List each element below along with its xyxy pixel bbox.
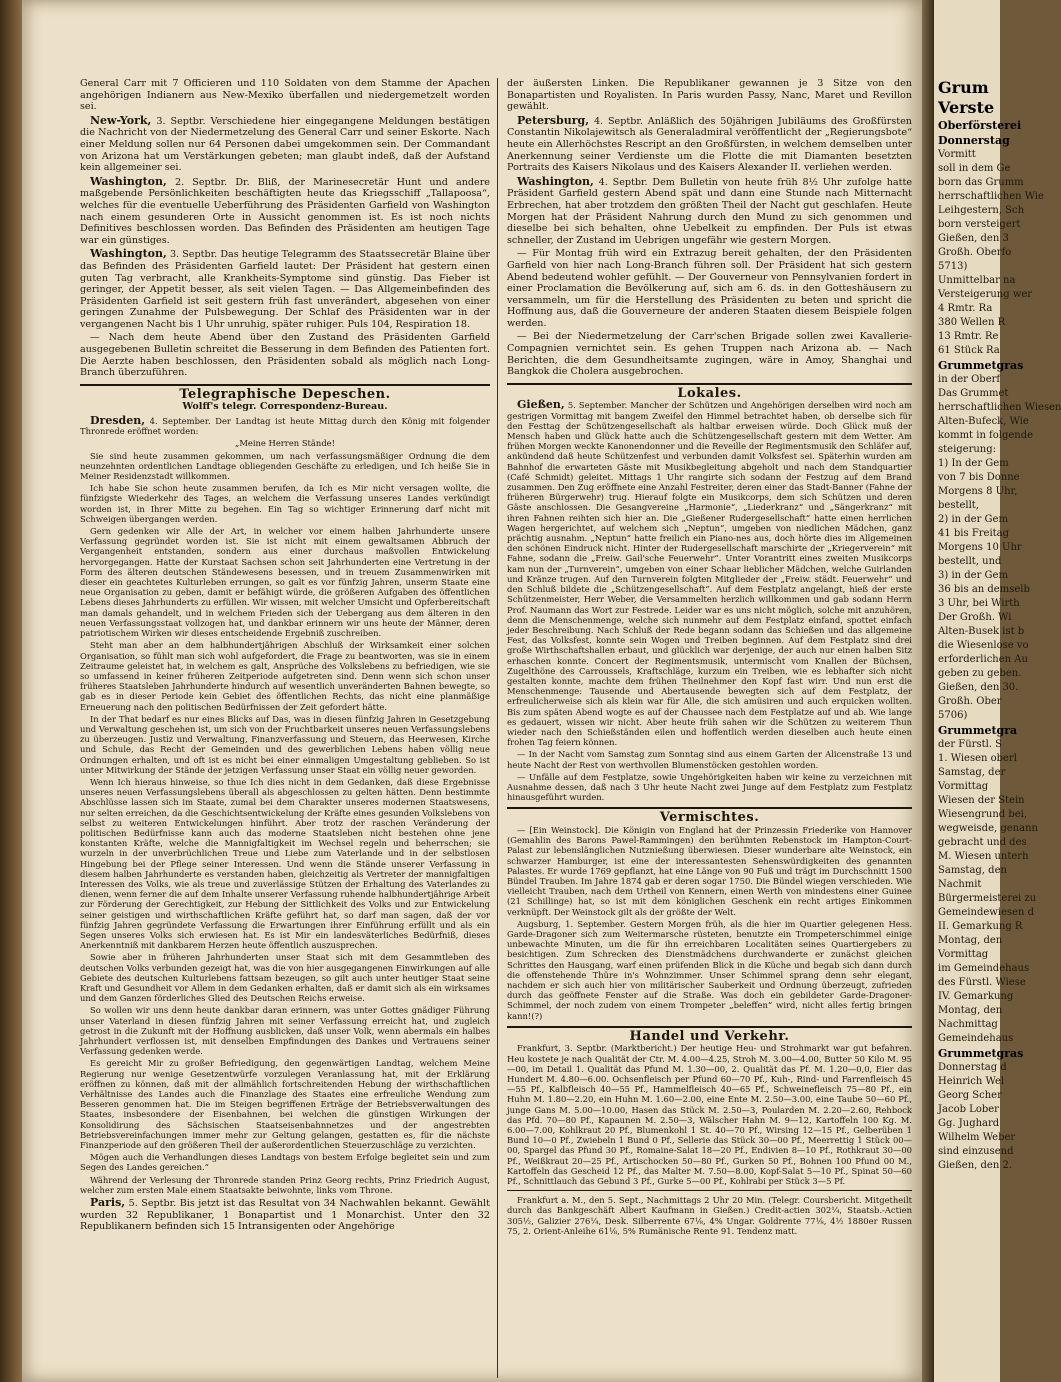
- adjacent-page-line: geben zu geben.: [938, 668, 1022, 679]
- dateline-new-york: New-York,: [90, 113, 152, 127]
- adjacent-page-line: von 7 bis Donne: [938, 472, 1020, 483]
- adjacent-page-line: im Gemeindehaus: [938, 963, 1030, 974]
- adjacent-page-line: steigerung:: [938, 444, 997, 455]
- article-giessen: Gießen, 5. September. Mancher der Schützen und Angehörigen derselben wird noch am gestrigen Vormittag mit bangem Zweifel den Himmel betrachtet haben, ob derselbe sich für den Festtag der Schützengesellschaft als haltbar erweisen würde. Doch Glück muß der Mensch haben und Glück hatte auch die Schützengesellschaft gestern mit dem Wetter. Am frühen Morgen weckte Kanonendonner und die Reveille der Regimentsmusik den Schläfer auf, ankündend daß heute Schützenfest und verbunden damit Volksfest sei. Späterhin wurden am Bahnhof die erwarteten Gäste mit Musikbegleitung abgeholt und nach dem Standquartier (Café Schmidt) geleitet. Mittags 1 Uhr rangirte sich sodann der Festzug auf dem Brand zusammen. Den Zug eröffnete eine Anzahl Festreiter, deren einer das Stadt-Banner (Fahne der früheren Bürgerwehr) trug. Hierauf folgte ein Musikcorps, dem sich Schützen und deren Gäste anschlossen. Die Gesangvereine „Harmonie“, „Liederkranz“ und „Sängerkranz“ mit ihren Fahnen reihten sich hier an. Die „Gießener Rudergesellschaft“ hatte einen herrlichen Wagen hergerichtet, auf welchem sich „Neptun“, umgeben von niedlichen Mädchen, ganz prächtig ausnahm. „Neptun“ hatte freilich ein Piano-nes aus, doch hörte dies im Allgemeinen den schönen Eindruck nicht. Hinter der Rudergesellschaft marschirte der „Kriegerverein“ mit Fahne, sodann die „Freiw. Gail'sche Feuerwehr“. Unter Vorantritt eines zweiten Musikcorps kam nun der „Turnverein“, umgeben von einer Schaar lieblicher Mädchen, welche Guirlanden und Kränze trugen. Auf den Turnverein folgten Mitglieder der „Freiw. städt. Feuerwehr“ und den Schluß bildete die „Schützengesellschaft“. Auf dem Festplatz angelangt, hieß der erste Schützenmeister, Herr Weber, die Versammelten herzlich willkommen und gab sodann Herrn Prof. Naumann das Wort zur Festrede. Leider war es uns nicht möglich, solche mit anzuhören, denn die Menschenmenge, welche sich nunmehr auf dem Festplatz einfand, spottet einfach jeder Beschreibung. Nach Schluß der Rede begann sodann das Schießen und das allgemeine Fest, das Volksfest, konnte sein Wogen und Treiben beginnen. Auf dem Festplatz sind drei große Wirthschaftshallen erbaut, und glücklich war derjenige, der auch nur einen halben Sitz erhaschen konnte. Concert der Regimentsmusik, untermischt vom Knallen der Büchsen, Zugelthöne des Carroussels, Kraftschläge, kurzum ein Treiben, wie es lebhafter sich nicht gestalten konnte, machte dem frühen Theilnehmer den Kopf fast wirr. Und nun erst die Menschenmenge: Tausende und Abertausende bewegten sich auf dem Festplatz, der erfreulicherweise sich als klein war für Alle, die sich amüsiren und auch erquicken wollten. Bis zum späten Abend wogte es auf der Chaussee nach dem Festplatze auf und ab. Wie lange es gedauert, wissen wir nicht. Aber heute früh sahen wir die Schützen zu weiterem Thun wieder nach den Schießständen eilen und hoffentlich werden dieselben auch heute einen frohen Tag feiern können.: [507, 398, 912, 748]
- speech-paragraph: So wollen wir uns denn heute dankbar daran erinnern, was unter Gottes gnädiger Führung unser Vaterland in diesen fünfzig Jahren mit seiner Verfassung erreicht hat, und zugleich getrost in die Zukunft mit der Hoffnung ausblicken, daß unser Volk, wenn abermals ein halbes Jahrhundert verflossen ist, mit denselben Empfindungen des Dankes und Vertrauens seiner Verfassung gedenken werde.: [80, 1005, 490, 1057]
- adjacent-page-line: M. Wiesen unterh: [938, 851, 1029, 862]
- adjacent-page-line: Versteigerung wer: [938, 289, 1033, 300]
- adjacent-page-line: Verste: [938, 98, 995, 117]
- adjacent-page-line: 41 bis Freitag: [938, 528, 1010, 539]
- dateline-washington: Washington,: [90, 174, 167, 188]
- adjacent-page-text: [934, 0, 1061, 1173]
- adjacent-page-line: Jacob Lober: [938, 1104, 999, 1115]
- article-washington-3-more: — Bei der Niedermetzelung der Carr'schen Brigade sollen zwei Kavallerie-Compagnien vernichtet sein. Es gehen Truppen nach Arizona ab. — Nach Berichten, die dem Gesundheitsamte zugingen, wäre in Amoy, Shanghai und Bangkok die Cholera ausgebrochen.: [507, 331, 912, 378]
- adjacent-page-line: Nachmittag: [938, 1019, 998, 1030]
- adjacent-page-line: 5713): [938, 261, 968, 272]
- adjacent-page-line: Das Grummet: [938, 388, 1009, 399]
- stock-report: Frankfurt a. M., den 5. Sept., Nachmittags 2 Uhr 20 Min. (Telegr. Coursbericht. Mitgetheilt durch das Bankgeschäft Albert Kaufmann in Gießen.) Credit-actien 302¼, Staatsb.-Actien 305½, Galizier 276¼, Desk. Silberrente 67⅛, 4% Ungar. Goldrente 77⅛, 4½ 1880er Russen 75, 2. Orient-Anleihe 61⅛, 5% Rumänische Rente 91. Tendenz matt.: [507, 1195, 912, 1236]
- adjacent-page: [934, 0, 1061, 1382]
- speech-salutation: „Meine Herren Stände!: [234, 438, 335, 449]
- adjacent-page-line: kommt in folgende: [938, 430, 1034, 441]
- right-column: [507, 78, 912, 1378]
- adjacent-page-line: Vormitt: [938, 149, 976, 160]
- adjacent-page-line: II. Gemarkung R: [938, 921, 1023, 932]
- local-note: — In der Nacht vom Samstag zum Sonntag sind aus einem Garten der Alicenstraße 13 und heute Nacht der Rest von werthvollen Blumenstöcken gestohlen worden.: [507, 749, 912, 770]
- rule: [507, 1190, 912, 1191]
- adjacent-page-line: Bürgermeisterei zu: [938, 893, 1037, 904]
- adjacent-page-line: herrschaftlichen Wie: [938, 191, 1044, 202]
- adjacent-page-line: Leihgestern, Sch: [938, 205, 1025, 216]
- adjacent-page-line: Grummetgra: [938, 724, 1018, 737]
- speech-paragraph: Wenn Ich hieraus hinweise, so thue Ich dies nicht in dem Gedanken, daß diese Ergebnisse unseres neuen Verfassungslebens überall als abgeschlossen zu gelten hätten. Denn bestimmte Abschlüsse lassen sich im Staate, zumal bei dem Charakter unseres modernen Staatswesens, nur selten erreichen, da die Geschichtsentwickelung der Kräfte eines gesunden Volkslebens von selbst zu weiteren Entwickelungen hinführt. Aber trotz der raschen Veränderung der politischen Bedürfnisse kann auch das moderne Staatsleben nicht bestehen ohne jene konstanten Kräfte, welche die Mannigfaltigkeit im Wechsel regeln und beherrschen; sie wurzeln in der unverbrüchlichen Treue und Liebe zum Vaterlande und in der selbstlosen Hingebung bei der Pflege seiner Interessen. Und wenn die Stände unserer Verfassung in diesem halben Jahrhunderte es verstanden haben, gleichzeitig als Vertreter der mannigfaltigen Interessen des Volks, wie als treue und zuverlässige Stützen der Erhaltung des Vaterlandes zu dienen, wenn ferner die auf dem Inhalte unserer Verfassung ruhende halbhundertjährige Arbeit zur Förderung der Gerechtigkeit, zur Hebung der Sittlichkeit des Volks und zur Entwickelung seiner geistigen und wirthschaftlichen Kräfte geführt hat, so darf man sagen, daß der vor fünfzig Jahren gegründete Verfassung die Erwartungen ihrer Einführung erfüllt und als ein Segen unseres Volks sich erwiesen hat. Es ist Mir ein landesväterliches Bedürfniß, dieses Anerkenntniß mit dankbarem Herzen heute öffentlich auszusprechen.: [80, 776, 490, 951]
- local-note: — Unfälle auf dem Festplatze, sowie Ungehörigkeiten haben wir keine zu verzeichnen mit Ausnahme dessen, daß nach 3 Uhr heute Nacht zwei Junge auf dem Festplatz zum Festplatz hinausgeführt wurden.: [507, 771, 912, 803]
- adjacent-page-line: 4 Rmtr. Ra: [938, 303, 993, 314]
- handel-block: [507, 1043, 912, 1236]
- adjacent-page-line: Alten-Bufeck, Wie: [938, 416, 1029, 427]
- adjacent-page-line: Grummetgras: [938, 359, 1024, 372]
- adjacent-page-line: Grummetgras: [938, 1047, 1024, 1060]
- article-augsburg: Augsburg, 1. September. Gestern Morgen früh, als die hier im Quartier gelegenen Hess. Garde-Dragoner sich zum Weitermarsche rüsteten, benutzte ein Trompeterschimmel einige unbewachte Minuten, um die für ihn erreichbaren Localitäten seines Quartiergebers zu besichtigen. Zum Schrecken des Dienstmädchens durchwanderte er zunächst gleichen Schrittes den Hausgang, warf einen prüfenden Blick in die Küche und begab sich dann durch die offenstehende Thüre in's Wohnzimmer. Unser Schimmel sprang denn sehr elegant, nachdem er sich auch hier von militärischer Sauberkeit und Ordnung überzeugt, zufrieden durch das geöffnete Fenster auf die Straße. Was doch ein gebildeter Garde-Dragoner-Schimmel, der noch zudem von einem Trompeter „beleffen“ wird, nicht alles fertig bringen kann!(?): [507, 918, 912, 1021]
- adjacent-page-line: 61 Stück Ra: [938, 345, 1000, 356]
- article-dresden: Dresden, 4. September. Der Landtag ist heute Mittag durch den König mit folgender Thronrede eröffnet worden:: [80, 414, 490, 437]
- adjacent-page-line: Montag, den: [938, 935, 1003, 946]
- adjacent-page-line: in der Oberf: [938, 374, 1001, 385]
- adjacent-page-line: Gießen, den 3: [938, 233, 1009, 244]
- dresden-speech-block: [80, 416, 490, 1195]
- section-heading-handel: Handel und Verkehr.: [507, 1026, 912, 1043]
- speech-paragraph: Sie sind heute zusammen gekommen, um nach verfassungsmäßiger Ordnung die dem neunzehnten ordentlichen Landtage obliegenden Geschäfte zu erledigen, und Ich heiße Sie in Meiner Residenzstadt willkommen.: [80, 450, 490, 482]
- article-intro: General Carr mit 7 Officieren und 110 Soldaten von dem Stamme der Apachen angehörigen Indianern aus New-Mexiko überfallen und niedergemetzelt worden sei.: [80, 78, 490, 113]
- adjacent-page-line: Wilhelm Weber: [938, 1132, 1016, 1143]
- adjacent-page-line: erforderlichen Au: [938, 654, 1028, 665]
- adjacent-page-line: 3 Uhr, bei Wirth: [938, 598, 1020, 609]
- adjacent-page-line: sind einzusend: [938, 1146, 1014, 1157]
- section-heading-vermischtes: Vermischtes.: [507, 807, 912, 824]
- adjacent-page-line: gebracht und des: [938, 837, 1027, 848]
- dateline-petersburg: Petersburg,: [517, 113, 590, 127]
- book-binding: [0, 0, 22, 1382]
- adjacent-page-line: Großh. Oberfo: [938, 247, 1012, 258]
- adjacent-page-line: Montag, den: [938, 1005, 1003, 1016]
- speech-paragraph: Sowie aber in früheren Jahrhunderten unser Staat sich mit dem Gesammtleben des deutschen Volks verbunden gezeigt hat, was die von hier ausgegangenen Einwirkungen auf alle Gebiete des deutschen Kulturlebens fattsam bezeugen, so gilt auch unter heutiger Staat seine Kraft und Gesundheit vor Allem in dem Gedanken erhalten, daß er damit sich als ein wirksames und dem Ganzen förderliches Glied des Deutschen Reichs erweise.: [80, 952, 490, 1004]
- adjacent-page-line: Gemeindehaus: [938, 1033, 1014, 1044]
- article-washington-2: Washington, 3. Septbr. Das heutige Telegramm des Staatssecretär Blaine über das Befinden des Präsidenten Garfield lautet: Der Präsident hat gestern einen guten Tag verbracht, alle Krankheits-Symptome sind günstig. Das Fieber ist geringer, der Appetit besser, als seit vielen Tagen. — Das Allgemeinbefinden des Präsidenten Garfield ist seit gestern früh fast unverändert, abgesehen von einer geringen Zunahme der Pulsbewegung. Der Schlaf des Präsidenten war in der vergangenen Nacht bis 1 Uhr unruhig, später ruhiger. Puls 104, Respiration 18.: [80, 247, 490, 330]
- adjacent-page-line: Georg Scher: [938, 1090, 1002, 1101]
- speech-paragraph: Ich habe Sie schon heute zusammen berufen, da Ich es Mir nicht versagen wollte, die fünfzigste Wiederkehr des Tages, an welchem die Verfassung unseres Landes verkündigt worden ist, in Ihrer Mitte zu begehen. Ein Tag so wichtiger Erinnerung darf nicht mit Schweigen übergangen werden.: [80, 483, 490, 524]
- adjacent-page-line: Wiesengrund bei,: [938, 809, 1028, 820]
- adjacent-page-line: Grum: [938, 78, 989, 97]
- adjacent-page-line: Gießen, den 2.: [938, 1160, 1012, 1171]
- adjacent-page-line: des Fürstl. Wiese: [938, 977, 1026, 988]
- adjacent-page-line: Gg. Jughard: [938, 1118, 1000, 1129]
- adjacent-page-line: wegweisde, genann: [938, 823, 1038, 834]
- adjacent-page-line: born das Grumm: [938, 177, 1024, 188]
- article-petersburg: Petersburg, 4. Septbr. Anläßlich des 50jährigen Jubiläums des Großfürsten Constantin Nikolajewitsch als Generaladmiral veröffentlicht der „Regierungsbote“ heute ein Allerhöchstes Rescript an den Großfürsten, in welchem demselben unter Anerkennung seiner Verdienste um die Flotte die mit Diamanten besetzten Portraits des Kaisers Nikolaus und des Kaisers Alexander II. verliehen werden.: [507, 113, 912, 174]
- adjacent-page-line: IV. Gemarkung: [938, 991, 1014, 1002]
- article-washington-3-more: — Für Montag früh wird ein Extrazug bereit gehalten, der den Präsidenten Garfield von hier nach Long-Branch führen soll. Der Präsident hat sich gestern Abend bedeutend wohler gefühlt. — Der Gouverneur von Pennsylvanien fordert in einer Proclamation die Bevölkerung auf, sich am 6. ds. in den Gotteshäusern zu versammeln, um für die Herstellung des Präsidenten zu beten und spricht die Hoffnung aus, daß die Gouverneure der anderen Staaten diesem Beispiele folgen werden.: [507, 248, 912, 329]
- column-divider: [497, 78, 498, 1378]
- adjacent-page-line: Vormittag: [938, 781, 989, 792]
- adjacent-page-line: Donnerstag d: [938, 1062, 1007, 1073]
- adjacent-page-line: Gießen, den 30.: [938, 682, 1019, 693]
- adjacent-page-line: soll in dem Ge: [938, 163, 1011, 174]
- speech-paragraph: Während der Verlesung der Thronrede standen Prinz Georg rechts, Prinz Friedrich August, welcher zum ersten Male einem Staatsakte beiwohnte, links vom Throne.: [80, 1174, 490, 1195]
- dateline-washington: Washington,: [517, 174, 594, 188]
- adjacent-page-line: 1. Wiesen oberl: [938, 753, 1017, 764]
- section-subheading-wolff: Wolff's telegr. Correspondenz-Bureau.: [182, 401, 388, 413]
- adjacent-page-line: 36 bis an demselb: [938, 584, 1030, 595]
- article-new-york: New-York, 3. Septbr. Verschiedene hier eingegangene Meldungen bestätigen die Nachricht von der Niedermetzelung des General Carr und seiner Eskorte. Nach einer Meldung sollen nur 64 Personen dabei umgekommen sein. Der Commandant von Arizona hat um Verstärkungen gebeten; man glaubt indeß, daß der Aufstand kein allgemeiner sei.: [80, 113, 490, 174]
- speech-paragraph: Mögen auch die Verhandlungen dieses Landtags von bestem Erfolge begleitet sein und zum Segen des Landes gereichen.“: [80, 1152, 490, 1173]
- adjacent-page-line: 1) In der Gem: [938, 458, 1009, 469]
- lokales-block: [507, 400, 912, 802]
- vermischtes-block: [507, 825, 912, 1021]
- adjacent-page-line: Vormittag: [938, 949, 989, 960]
- adjacent-page-line: Morgens 8 Uhr,: [938, 486, 1018, 497]
- adjacent-page-line: der Fürstl. S: [938, 739, 1002, 750]
- adjacent-page-line: 13 Rmtr. Re: [938, 331, 999, 342]
- dateline-giessen: Gießen,: [517, 398, 565, 412]
- adjacent-page-line: Samstag, der: [938, 767, 1006, 778]
- adjacent-page-line: 2) in der Gem: [938, 514, 1008, 525]
- article-washington-2-more: — Nach dem heute Abend über den Zustand des Präsidenten Garfield ausgegebenen Bulletin schreitet die Besserung in dem Befinden des Patienten fort. Die Aerzte haben beschlossen, den Präsidenten sobald als möglich nach Long-Branch überzuführen.: [80, 332, 490, 379]
- adjacent-page-line: bestellt,: [938, 500, 979, 511]
- adjacent-page-line: Großh. Ober: [938, 696, 1002, 707]
- adjacent-page-line: Gemeindewiesen d: [938, 907, 1035, 918]
- adjacent-page-line: bestellt, und: [938, 556, 1002, 567]
- speech-paragraph: Steht man aber an dem halbhundertjährigen Abschluß der Wirksamkeit einer solchen Organisation, so fühlt man sich wohl aufgefordert, die Frage zu beantworten, was sie in einem Zeitraume geleistet hat, in welchem es galt, Ansprüche des Volkslebens zu befriedigen, wie sie so umfassend in keiner früheren Zeitperiode aufgetreten sind. Denn wenn sich schon unser früheres Staatsleben Jahrhunderte hindurch auf wesentlich unveränderten Bahnen bewegte, so gab es in dieser Periode kein Gebiet des öffentlichen Rechts, das nicht eine planmäßige Erneuerung nach den politischen Bedürfnissen der Zeit gefordert hätte.: [80, 640, 490, 712]
- dateline-paris: Paris,: [90, 1196, 126, 1210]
- adjacent-page-line: Nachmit: [938, 879, 982, 890]
- article-weinstock: — [Ein Weinstock]. Die Königin von England hat der Prinzessin Friederike von Hannover (Gemahlin des Barons Pawel-Rammingen) den berühmten Rebenstock im Hampton-Court-Palast zur lebenslänglichen Nutznießung überwiesen. Dieser wunderbare alte Weinstock, ein schwarzer Hamburger, ist eine der interessantesten Sehenswürdigkeiten des genannten Palastes. Er wurde 1769 gepflanzt, hat eine Länge von 90 Fuß und trägt im Durchschnitt 1500 Bündel Trauben. Im Jahre 1874 gab er deren sogar 1750. Die Bündel wiegen verschieden. Wie vielleicht Trauben, nach dem Urtheil von Kennern, einen Werth von mindestens einer Guinee (21 Schillinge) hat, so ist mit dem königlichen Geschenk ein recht artiges Einkommen verknüpft. Der Weinstock gilt als der größte der Welt.: [507, 824, 912, 917]
- section-heading-telegraph: Telegraphische Depeschen.: [80, 384, 490, 401]
- article-washington-3: Washington, 4. Septbr. Dem Bulletin von heute früh 8½ Uhr zufolge hatte Präsident Garfield gestern Abend spät und dann eine Stunde nach Mitternacht Erbrechen, hat aber trotzdem den größten Theil der Nacht gut geschlafen. Heute Morgen hat der Präsident Nahrung durch den Mund zu sich genommen und dieselbe bei sich behalten, ohne Uebelkeit zu empfinden. Der Puls ist etwas schneller, der Zustand im Uebrigen ungefähr wie gestern Morgen.: [507, 174, 912, 246]
- adjacent-page-line: Morgens 10 Uhr: [938, 542, 1022, 553]
- market-report: Frankfurt, 3. Septbr. (Marktbericht.) Der heutige Heu- und Strohmarkt war gut befahren. Heu kostete je nach Qualität der Ctr. M. 4.00—4.25, Stroh M. 3.00—4.00, Butter 50 Kilo M. 95—00, im Detail 1. Qualität das Pfund M. 1.30—00, 2. Qualität das Pf. M. 1.20—0,0, Eier das Hundert M. 4.80—6.00. Ochsenfleisch per Pfund 60—70 Pf., Kuh-, Rind- und Farrenfleisch 45—55 Pf., Kalbfleisch 40—55 Pf., Hammelfleisch 40—65 Pf., Schweinefleisch 75—80 Pf., ein Huhn M. 1.80—2.20, ein Huhn M. 1.60—2.00, eine Ente M. 2.50—3.00, eine Taube 50—60 Pf., junge Gans M. 5.00—10.00, Hasen das Stück M. 2.50—3, Poularden M. 2.20—2.60, Rehbock das Pfd. 70—80 Pf., Kapaunen M. 2.50—3, Wälscher Hahn M. 9—12, Kartoffeln 100 Kg. M. 6.00—7.00, Kohlkraut 20 Pf., Blumenkohl 1 St. 40—70 Pf., Wirsing 12—15 Pf., Gelberüben 1 Bund 10—0 Pf., Zwiebeln 1 Bund 0 Pf., Sellerie das Stück 30—00 Pf., Meerrettig 1 Stück 00—00, Spargel das Pfund 30 Pf., Romaine-Salat 18—20 Pf., Endivien 8—10 Pf., Rothkraut 30—00 Pf., Weißkraut 20—25 Pf., Artischocken 50—80 Pf., Gurken 50 Pf., Bohnen 100 Pfund 00 M., Kartoffeln das Gescheid 12 Pf., das Malter M. 7.50—8.00, Kopf-Salat 5—10 Pf., Spinat 50—60 Pf., Schnittlauch das Gebund 3 Pf., Gurke 5—00 Pf., Kohlrabi per Stück 3—5 Pf.: [507, 1043, 912, 1187]
- adjacent-page-line: Unmittelbar na: [938, 275, 1016, 286]
- adjacent-page-line: Der Großh. Wi: [938, 612, 1012, 623]
- adjacent-page-line: 5706): [938, 710, 968, 721]
- adjacent-page-line: 380 Wellen R: [938, 317, 1006, 328]
- adjacent-page-line: Alten-Busek ist b: [938, 626, 1025, 637]
- adjacent-page-line: die Wiesenlose vo: [938, 640, 1029, 651]
- speech-paragraph: Es gereicht Mir zu großer Befriedigung, den gegenwärtigen Landtag, welchem Meine Regierung nur wenige Gesetzentwürfe vorzulegen Veranlassung hat, mit der Erklärung eröffnen zu können, daß mit der allmählich fortschreitenden Hebung der wirthschaftlichen Verhältnisse des Landes auch die Finanzlage des Staates eine erfreuliche Wendung zum Besseren genommen hat. Die im Steigen begriffenen Erträge der Betriebsverwaltungen des Staates, insbesondere der Eisenbahnen, bei welchen die günstigen Wirkungen der Konsolidirung des Sächsischen Staatseisenbahnnetzes und der angestrebten Betriebsvereinfachungen immer mehr zur Geltung gelangen, gestatten es, für die nächste Finanzperiode auf den größeren Theil der außerordentlichen Steuerzuschläge zu verzichten.: [80, 1058, 490, 1151]
- adjacent-page-line: herrschaftlichen Wiesen: [938, 402, 1061, 413]
- left-column: [80, 78, 490, 1378]
- adjacent-page-line: Wiesen der Stein: [938, 795, 1025, 806]
- article-washington-1: Washington, 2. Septbr. Dr. Bliß, der Marinesecretär Hunt und andere maßgebende Persönlichkeiten beschäftigten heute das Kriegsschiff „Tallapoosa“, welches für die eventuelle Ueberführung des Präsidenten Garfield von Washington nach einem gesunderen Orte in Aussicht genommen ist. Es ist noch nichts Definitives beschlossen worden. Das Befinden des Präsidenten am heutigen Tage war ein günstiges.: [80, 174, 490, 246]
- adjacent-page-line: Heinrich Wel: [938, 1076, 1005, 1087]
- section-heading-lokales: Lokales.: [507, 383, 912, 400]
- page-gutter: [922, 0, 934, 1382]
- article-paris-continued: der äußersten Linken. Die Republikaner gewannen je 3 Sitze von den Bonapartisten und Royalisten. In Paris wurden Passy, Nanc, Maret und Revillon gewählt.: [507, 78, 912, 113]
- dateline-dresden: Dresden,: [90, 414, 146, 428]
- adjacent-page-line: Oberförsterei: [938, 119, 1022, 132]
- dateline-washington: Washington,: [90, 247, 167, 261]
- adjacent-page-line: Donnerstag: [938, 134, 1010, 147]
- article-paris: Paris, 5. Septbr. Bis jetzt ist das Resultat von 34 Nachwahlen bekannt. Gewählt wurden 32 Republikaner, 1 Bonapartist und 1 Monarchist. Unter den 32 Republikanern befinden sich 15 Intransigenten oder Angehörige: [80, 1196, 490, 1233]
- adjacent-page-line: born versteigert: [938, 219, 1021, 230]
- speech-paragraph: In der That bedarf es nur eines Blicks auf Das, was in diesen fünfzig Jahren in Gesetzgebung und Verwaltung geschehen ist, um sich von der Fruchtbarkeit unseres neuen Verfassungslebens zu überzeugen. Justiz und Verwaltung, Finanzverfassung und Steuern, das Heerwesen, Kirche und Schule, das Recht der Gemeinden und des gewerblichen Lebens haben völlig neue Ordnungen erhalten, und oft ist es nicht bei einer einmaligen Umgestaltung geblieben. So ist unter Mitwirkung der Stände der jetzigen Verfassung unser Staat ein völlig neuer geworden.: [80, 713, 490, 775]
- speech-paragraph: Gern gedenken wir Alle der Art, in welcher vor einem halben Jahrhunderte unsere Verfassung gegründet worden ist. Sie ist nicht mit einem gewaltsamen Abbruch der Vergangenheit entstanden, sondern aus einer durchaus maßvollen Entwickelung hervorgegangen. Hatte der Kurstaat Sachsen schon seit Jahrhunderten eine Vertretung in der Form des älteren deutschen Ständewesens besessen, und in treuem Zusammenwirken mit dieser ein geachtetes Kulturleben errungen, so galt es vor fünfzig Jahren, unserm Staate eine neue Organisation zu geben, damit er befähigt würde, die größeren Aufgaben des öffentlichen Lebens dieses Jahrhunderts zu erfüllen. Wir wissen, mit welcher Umsicht und Opferbereitschaft man damals gehandelt, und in welchem Frieden sich der Uebergang aus dem älteren in den neuen Verfassungsstaat vollzogen hat, und dankbar erinnern wir uns heute der Männer, deren patriotischem Wirken wir dieses entscheidende Ergebniß zuschreiben.: [80, 526, 490, 639]
- adjacent-page-line: Samstag, den: [938, 865, 1007, 876]
- adjacent-page-line: 3) in der Gem: [938, 570, 1008, 581]
